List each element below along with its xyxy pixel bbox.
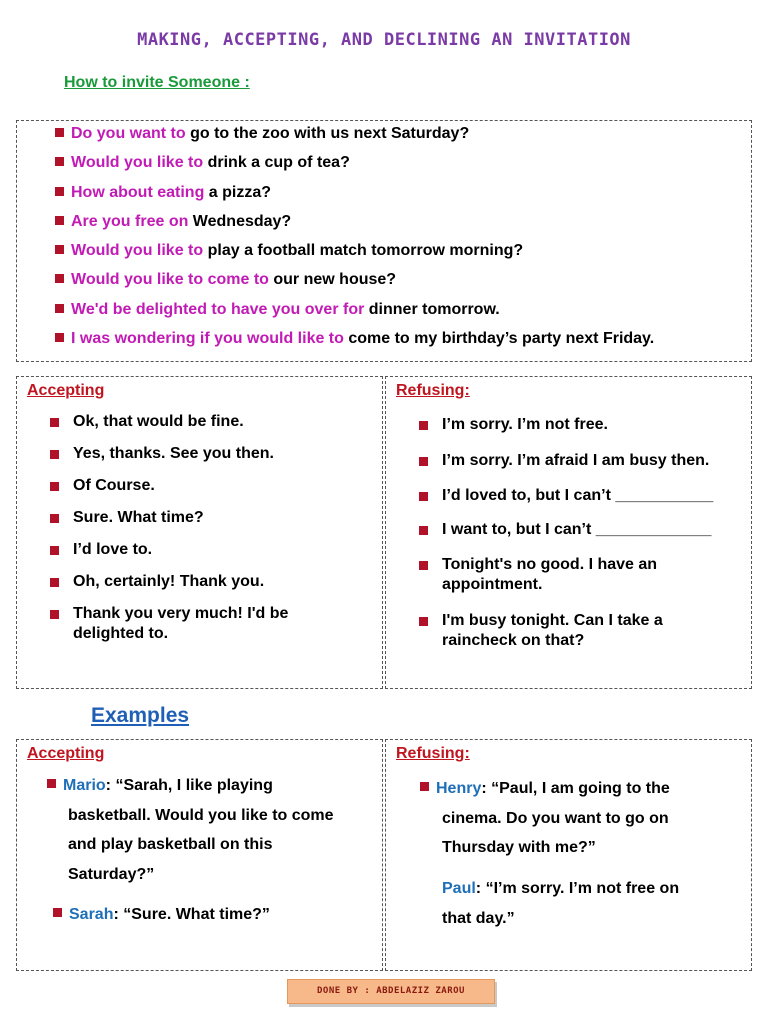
- bullet-icon: [55, 245, 64, 254]
- bullet-icon: [53, 908, 62, 917]
- invitation-rest: our new house?: [268, 271, 397, 289]
- bullet-icon: [419, 457, 428, 466]
- bullet-icon: [55, 216, 64, 225]
- refusing-item-text: I’m sorry. I’m afraid I am busy then.: [442, 452, 710, 469]
- author-credit: DONE BY : ABDELAZIZ ZAROU: [287, 979, 495, 1004]
- bullet-icon: [55, 304, 64, 313]
- bullet-icon: [50, 578, 59, 587]
- page-title: MAKING, ACCEPTING, AND DECLINING AN INVITATION: [137, 30, 631, 50]
- examples-heading: Examples: [91, 704, 190, 727]
- accepting-item: [50, 604, 343, 644]
- refusing-item: [419, 486, 744, 506]
- bullet-icon: [50, 610, 59, 619]
- dialogue-text: Saturday?”: [68, 865, 155, 883]
- example-refuse-reply: [442, 874, 679, 933]
- bullet-icon: [419, 617, 428, 626]
- dialogue-text: Thursday with me?”: [442, 839, 596, 856]
- refusing-item: [419, 520, 744, 540]
- accepting-item-text: Ok, that would be fine.: [73, 413, 244, 430]
- refusing-list: [419, 415, 744, 651]
- invitations-list: [55, 125, 654, 359]
- bullet-icon: [420, 782, 429, 791]
- invitation-item: [55, 125, 654, 154]
- refusing-item: [419, 611, 732, 651]
- refusing-item: [419, 555, 732, 595]
- invitation-rest: go to the zoo with us next Saturday?: [185, 125, 470, 142]
- bullet-icon: [50, 514, 59, 523]
- dialogue-text: : “Sure. What time?”: [113, 906, 270, 923]
- invitation-rest: dinner tomorrow.: [364, 300, 500, 318]
- invitation-rest: drink a cup of tea?: [203, 154, 350, 172]
- accepting-item-text: Yes, thanks. See you then.: [73, 445, 274, 462]
- accepting-heading: Accepting: [27, 382, 105, 399]
- accepting-item: [50, 540, 370, 560]
- refusing-item-text: Tonight's no good. I have an appointment.: [442, 556, 658, 593]
- bullet-icon: [50, 482, 59, 491]
- accepting-item: [50, 412, 370, 432]
- accepting-item: [50, 444, 370, 464]
- invitation-item: [55, 301, 654, 330]
- refusing-item-text: I’m sorry. I’m not free.: [442, 416, 608, 433]
- speaker-name: Sarah: [69, 906, 114, 923]
- dialogue-text: basketball. Would you like to come: [68, 806, 334, 824]
- invitation-lead: How about eat: [71, 183, 181, 201]
- accepting-list: [50, 412, 370, 644]
- bullet-icon: [419, 492, 428, 501]
- speaker-name: Mario: [63, 777, 106, 794]
- invitation-lead: Would you like to come to: [71, 271, 269, 289]
- refusing-item-text: I want to, but I can’t _____________: [442, 521, 712, 538]
- accepting-item: [50, 508, 370, 528]
- example-accept-reply: [53, 900, 270, 930]
- invitation-lead: Would you like to: [71, 154, 204, 172]
- refusing-heading: Refusing:: [396, 382, 470, 399]
- invitation-item: [55, 242, 654, 271]
- invitation-lead: Do you want to: [71, 125, 186, 142]
- bullet-icon: [419, 526, 428, 535]
- accepting-item-text: Sure. What time?: [73, 509, 204, 526]
- accepting-item-text: I’d love to.: [73, 541, 153, 558]
- invitation-item: [55, 213, 654, 242]
- example-refuse-dialogue: [420, 774, 670, 863]
- bullet-icon: [50, 450, 59, 459]
- invitation-rest: play a football match tomorrow morning?: [203, 242, 524, 260]
- subtitle-text: How to invite Someone :: [64, 74, 250, 91]
- invitation-rest: come to my birthday’s party next Friday.: [343, 330, 655, 348]
- bullet-icon: [55, 187, 64, 196]
- bullet-icon: [419, 561, 428, 570]
- accepting-item: [50, 476, 370, 496]
- example-accept-dialogue: [47, 771, 334, 889]
- examples-refusing-heading: Refusing:: [396, 745, 470, 762]
- bullet-icon: [419, 421, 428, 430]
- dialogue-text: and play basketball on this: [68, 836, 273, 853]
- invitation-item: [55, 154, 654, 183]
- refusing-item: [419, 451, 732, 471]
- invitation-lead: Are you free on: [71, 212, 189, 230]
- dialogue-text: that day.”: [442, 909, 515, 927]
- bullet-icon: [55, 128, 64, 137]
- invitation-rest: Wednesday?: [188, 212, 292, 230]
- refusing-item-text: I’d loved to, but I can’t ___________: [442, 487, 714, 504]
- speaker-name: Paul: [442, 880, 476, 897]
- dialogue-text: : “I’m sorry. I’m not free on: [475, 880, 680, 897]
- bullet-icon: [55, 274, 64, 283]
- dialogue-text: : “Sarah, I like playing: [105, 777, 273, 794]
- invitation-item: [55, 330, 654, 359]
- invitation-lead: We'd be delighted to have you over for: [71, 300, 365, 318]
- dialogue-text: cinema. Do you want to go on: [442, 809, 669, 827]
- invitation-item: [55, 184, 654, 213]
- refusing-item: [419, 415, 744, 435]
- refusing-item-text: I'm busy tonight. Can I take a raincheck on that?: [442, 612, 663, 649]
- accepting-item-text: Thank you very much! I'd be delighted to.: [73, 605, 289, 642]
- invitation-item: [55, 271, 654, 300]
- accepting-item: [50, 572, 370, 592]
- invitation-lead: I was wondering if you would like to: [71, 330, 344, 348]
- section-subtitle: [64, 74, 250, 92]
- bullet-icon: [47, 779, 56, 788]
- invitation-rest: a pizza?: [204, 183, 272, 201]
- invitation-lead-suffix: ing: [180, 183, 205, 201]
- bullet-icon: [55, 157, 64, 166]
- examples-accepting-heading: Accepting: [27, 745, 105, 762]
- example-line: [47, 771, 334, 801]
- bullet-icon: [50, 546, 59, 555]
- bullet-icon: [55, 333, 64, 342]
- example-line: [420, 774, 670, 804]
- dialogue-text: : “Paul, I am going to the: [481, 780, 670, 797]
- bullet-icon: [50, 418, 59, 427]
- accepting-item-text: Oh, certainly! Thank you.: [73, 573, 265, 590]
- speaker-name: Henry: [436, 780, 482, 797]
- invitation-lead: Would you like to: [71, 242, 204, 260]
- accepting-item-text: Of Course.: [73, 477, 155, 494]
